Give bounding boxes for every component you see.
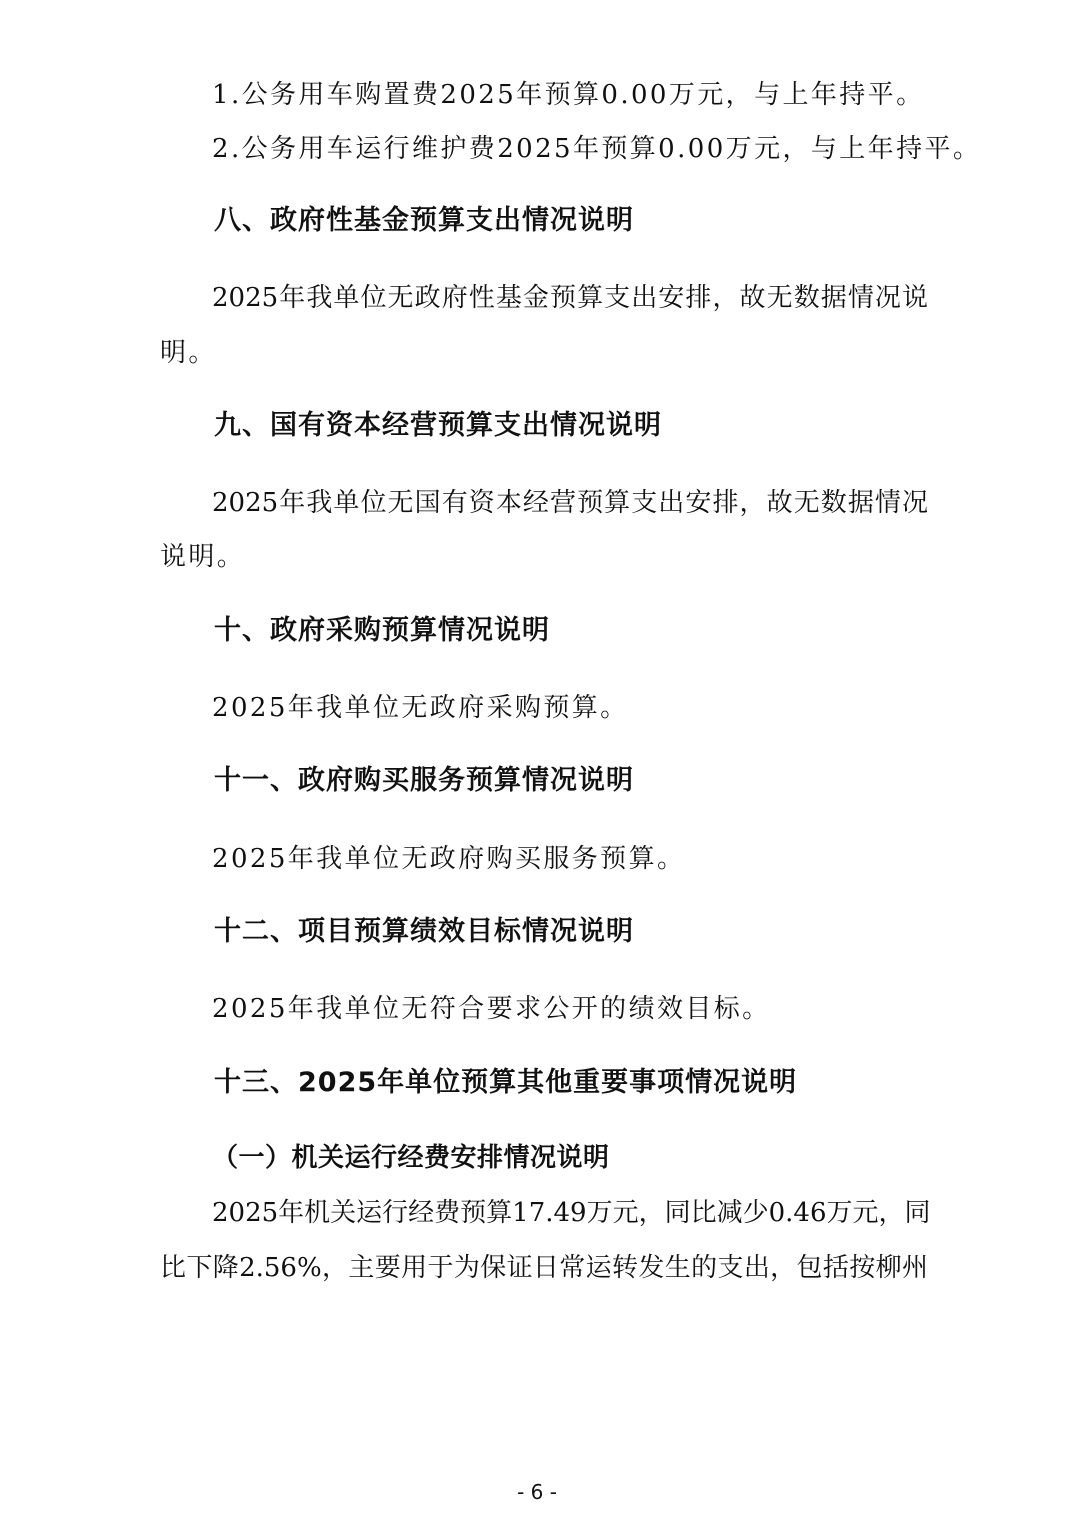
heading-section-8: 八、政府性基金预算支出情况说明 bbox=[214, 205, 634, 236]
paragraph-operating-expenses-line-1: 2025年机关运行经费预算17.49万元，同比减少0.46万元，同 bbox=[212, 1198, 931, 1228]
paragraph-vehicle-purchase: 1.公务用车购置费2025年预算0.00万元，与上年持平。 bbox=[212, 80, 925, 110]
paragraph-section-12: 2025年我单位无符合要求公开的绩效目标。 bbox=[212, 994, 771, 1024]
heading-section-11: 十一、政府购买服务预算情况说明 bbox=[214, 765, 634, 796]
paragraph-section-9-line-2: 说明。 bbox=[160, 542, 246, 572]
paragraph-vehicle-maintenance: 2.公务用车运行维护费2025年预算0.00万元，与上年持平。 bbox=[212, 134, 982, 164]
heading-section-13: 十三、2025年单位预算其他重要事项情况说明 bbox=[214, 1067, 798, 1098]
page-number: - 6 - bbox=[517, 1480, 557, 1504]
heading-section-10: 十、政府采购预算情况说明 bbox=[214, 615, 550, 646]
paragraph-section-10: 2025年我单位无政府采购预算。 bbox=[212, 693, 629, 723]
paragraph-section-8-line-2: 明。 bbox=[160, 338, 217, 368]
paragraph-section-8-line-1: 2025年我单位无政府性基金预算支出安排，故无数据情况说 bbox=[212, 283, 928, 313]
paragraph-section-9-line-1: 2025年我单位无国有资本经营预算支出安排，故无数据情况 bbox=[212, 488, 928, 518]
heading-section-12: 十二、项目预算绩效目标情况说明 bbox=[214, 916, 634, 947]
subheading-operating-expenses: （一）机关运行经费安排情况说明 bbox=[212, 1143, 610, 1173]
paragraph-operating-expenses-line-2: 比下降2.56%，主要用于为保证日常运转发生的支出，包括按柳州 bbox=[160, 1253, 928, 1283]
paragraph-section-11: 2025年我单位无政府购买服务预算。 bbox=[212, 844, 686, 874]
heading-section-9: 九、国有资本经营预算支出情况说明 bbox=[214, 410, 662, 441]
